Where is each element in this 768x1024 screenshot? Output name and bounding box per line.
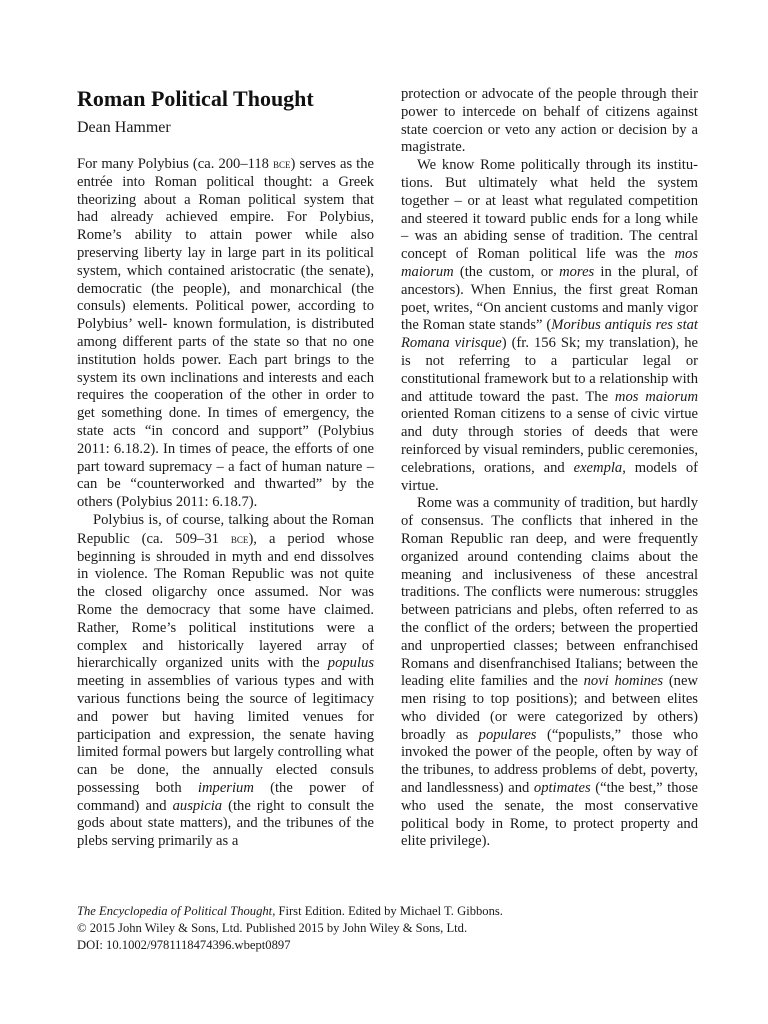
paragraph-1: For many Polybius (ca. 200–118 bce) serves as the entrée into Roman political thought: a Greek theorizing about a Roman political system that had already achieved empire. For Polybius, Rome’s ability to attain power while also preserving liberty lay in large part in its political system, which contained aristocratic (the senate), democratic (the people), and monarchical (the consuls) elements. Political power, according to Polybius’ well- known formulation, is distributed among different parts of the state so that no one institution holds power. Each part brings to the system its own inclinations and interests and each requires the cooperation of the other in order to get something done. In times of emergency, the state acts “in concord and support” (Polybius 2011: 6.18.2). In times of peace, the efforts of one part toward supremacy – a fact of human nature – can be “counterworked and thwarted” by the others (Polybius 2011: 6.18.7). xyxy=(77,156,375,511)
paragraph-continued: protection or advocate of the people through their power to intercede on behalf of citizens against state coercion or veto any action or decision by a magistrate. xyxy=(401,86,698,156)
paragraph-3: We know Rome politically through its institutions. But ultimately what held the system together – or at least what regulated competition and steered it toward public ends for a long while – was an abiding sense of tradition. The central concept of Roman political life was the mos maiorum (the custom, or mores in the plural, of ancestors). When Ennius, the first great Roman poet, writes, “On ancient customs and manly vigor the Roman state stands” (Moribus antiquis res stat Romana virisque) (fr. 156 Sk; my translation), he is not referring to a particular legal or constitutional framework but to a relationship with and attitude toward the past. The mos maiorum oriented Roman citizens to a sense of civic virtue and duty through stories of deeds that were reinforced by visual reminders, public ceremonies, celebrations, orations, and exempla, models of virtue. xyxy=(401,157,698,494)
paragraph-2: Polybius is, of course, talking about the Roman Republic (ca. 509–31 bce), a period whose beginning is shrouded in myth and end dissolves in violence. The Roman Republic was not quite the closed oligarchy once assumed. Nor was Rome the democracy that some have claimed. Rather, Rome’s political institutions were a complex and historically layered array of hierarchically organized units with the populus meeting in assemblies of various types and with various functions being the source of legitimacy and power but having limited venues for participation and expression, the senate having limited formal powers but largely controlling what can be done, the annually elected consuls possessing both imperium (the power of command) and auspicia (the right to consult the gods about state matters), and the tribunes of the plebs serving primarily as a xyxy=(77,511,374,850)
article-title: Roman Political Thought xyxy=(77,86,314,111)
footer-copyright: © 2015 John Wiley & Sons, Ltd. Published 2015 by John Wiley & Sons, Ltd. xyxy=(77,921,468,935)
left-column xyxy=(77,86,374,851)
footer-doi: DOI: 10.1002/9781118474396.wbept0897 xyxy=(77,938,291,952)
article-author: Dean Hammer xyxy=(77,119,171,136)
footer-citation: The Encyclopedia of Political Thought, First Edition. Edited by Michael T. Gibbons. xyxy=(77,904,503,918)
right-column xyxy=(401,86,698,851)
paragraph-4: Rome was a community of tradition, but hardly of consensus. The conflicts that inhered in the Roman Republic ran deep, and were frequently organized around contending claims about the meaning and inclusiveness of these ancestral traditions. The conflicts were numerous: struggles between patricians and plebs, often referred to as the conflict of the orders; between the propertied and unpropertied classes; between enfranchised Romans and disenfranchised Italians; between the leading elite families and the novi homines (new men rising to top positions); and between elites who divided (or were categorized by others) broadly as populares (“populists,” those who invoked the power of the people, often by way of the tribunes, to address problems of debt, poverty, and landlessness) and optimates (“the best,” those who used the senate, the most conservative political body in Rome, to protect property and elite privilege). xyxy=(401,495,698,850)
publication-footer xyxy=(77,903,697,954)
